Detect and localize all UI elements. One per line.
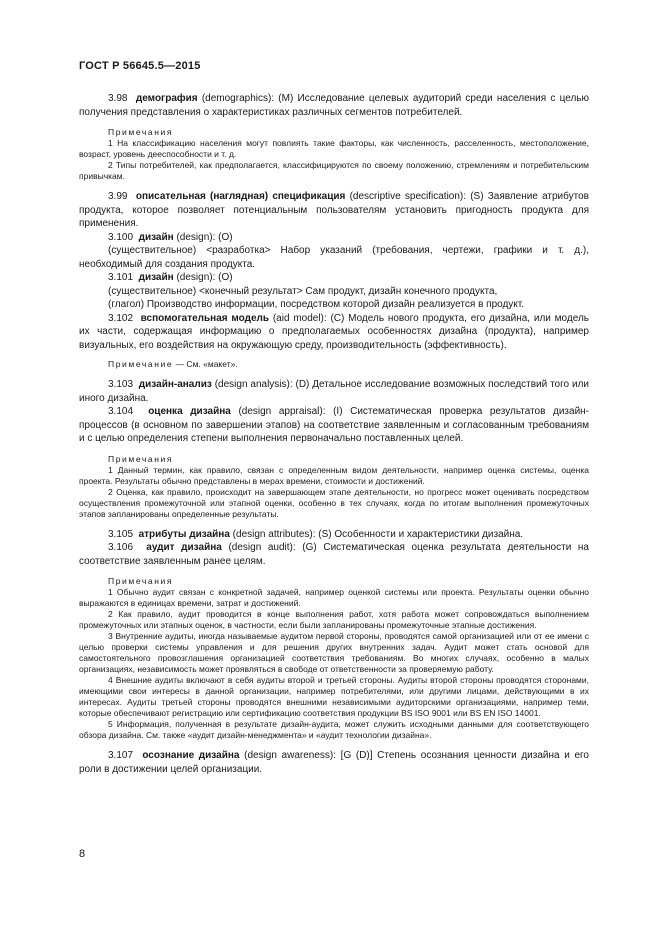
entry-text: (существительное) <разработка> Набор указаний (требования, чертежи, графики и т. д.), необходимый для создания продукта.: [79, 245, 589, 270]
entry-definition: (design): (O): [173, 272, 233, 283]
note: 4 Внешние аудиты включают в себя аудиты второй и третьей стороны. Аудиты второй стороны проводятся сторонами, имеющими свои интересы в данной организации, например потребителями, или другими лицами, действующими в их интересах. Аудиты третьей стороны проводятся внешними независимыми аудиторскими организациями, например теми, которые обеспечивают регистрацию или сертификацию соответствия продукции BS ISO 9001 или BS EN ISO 14001.: [79, 675, 589, 718]
entry-definition: (descriptive specification): (S) Заявление атрибутов продукта, которое позволяет потенциальным пользователям установить пригодность продукта для применения.: [79, 191, 589, 229]
note: 2 Оценка, как правило, происходит на завершающем этапе деятельности, но прогресс может оценивать посредством осуществления промежуточной или этапной оценки, особенно в тех случаях, когда по итогам выполнения промежуточных этапов запланированы определенные результаты.: [79, 486, 589, 519]
entry-term: дизайн: [138, 231, 174, 243]
notes-heading: Примечания: [108, 127, 174, 137]
entry-definition: (design audit): (G) Систематическая оценка результата деятельности на соответствие заявленным ранее целям.: [79, 542, 589, 567]
entry-term: дизайн-анализ: [138, 379, 212, 390]
entry-number: 3.102: [108, 312, 134, 324]
entry-number: 3.99: [108, 191, 128, 202]
entry-number: 3.106: [108, 542, 134, 553]
entry-number: 3.98: [108, 93, 128, 104]
entry-number: 3.100: [108, 231, 134, 243]
entry-3-98: [79, 92, 589, 119]
entry-definition: (design appraisal): (I) Систематическая проверка результатов дизайн-процессов (в основном по завершении этапов) на соответствие заявленным и согласованным требованиям и с целью определения степени выполнения первоначально поставленных целей.: [79, 406, 590, 444]
note: 1 На классификацию населения могут повлиять такие факторы, как численность, расселенность, местоположение, возраст, уровень дееспособности и т. д.: [79, 138, 589, 159]
entry-3-103: [79, 378, 589, 405]
note-label: Примечание: [108, 359, 174, 369]
entry-number: 3.104: [108, 406, 134, 417]
entry-term: аудит дизайна: [146, 542, 222, 553]
entry-number: 3.107: [108, 750, 134, 761]
entry-3-102: [79, 312, 589, 353]
entry-definition: (design awareness): [G (D)] Степень осознания ценности дизайна и его роли в достижении целей организации.: [79, 750, 589, 775]
entry-definition: (aid model): (C) Модель нового продукта, его дизайна, или модель их части, содержащая информацию о предполагаемых особенностях дизайна (продукта), например визуальных, его воздействия на окружающую среду, производительность (эффективность).: [79, 312, 589, 351]
page-number: 8: [79, 848, 86, 860]
entry-3-107: [79, 749, 589, 776]
entry-term: описательная (наглядная) спецификация: [135, 191, 346, 202]
entry-number: 3.101: [108, 272, 134, 283]
entry-3-106: [79, 541, 589, 568]
notes-heading: Примечания: [108, 453, 174, 464]
entry-term: атрибуты дизайна: [138, 528, 230, 540]
note: 5 Информация, полученная в результате дизайн-аудита, может служить исходными данными для соответствующего обзора дизайна. См. также «аудит дизайн-менеджмента» и «аудит технологии дизайна».: [79, 719, 589, 740]
entry-text: (существительное) <конечный результат> Сам продукт, дизайн конечного продукта,: [108, 285, 498, 297]
note: 3 Внутренние аудиты, иногда называемые аудитом первой стороны, проводятся самой организацией или от ее имени с целью проверки системы управления и для решения других внутренних задач. Аудит может стать основой для самостоятельного провозглашения организацией соответствия требованиям. Во многих случаях, особенно в малых организациях, независимость может проявляться в свободе от ответственности за проверяемую работу.: [79, 631, 589, 674]
note: 1 Данный термин, как правило, связан с определенным видом деятельности, например оценка системы, оценка проекта. Результаты обычно представлены в мерах времени, стоимости и достижений.: [79, 464, 589, 486]
entry-definition: (design): (O): [173, 231, 233, 243]
document-header: ГОСТ Р 56645.5—2015: [79, 60, 201, 72]
entry-3-104: [79, 405, 589, 446]
note-inline: [79, 359, 589, 370]
entry-definition: (design attributes): (S) Особенности и характеристики дизайна.: [229, 528, 524, 540]
entry-number: 3.103: [108, 379, 134, 390]
entry-term: демография: [135, 93, 198, 104]
entry-3-101: [79, 271, 589, 285]
document-body: [79, 92, 589, 776]
entry-term: дизайн: [138, 272, 174, 283]
entry-3-99: [79, 190, 589, 231]
note: 2 Как правило, аудит проводится в конце выполнения работ, хотя работа может сопровождаться выполнением промежуточных или этапных оценок, в частности, если были запланированы промежуточные этапные достижения.: [79, 609, 589, 630]
entry-text: (глагол) Производство информации, посредством которой дизайн реализуется в продукт.: [108, 299, 525, 310]
entry-term: оценка дизайна: [148, 406, 231, 417]
entry-definition: (demographics): (M) Исследование целевых аудиторий среди населения с целью получения представления о характеристиках различных сегментов потребителей.: [79, 93, 589, 118]
entry-3-100: [79, 231, 589, 245]
note: 2 Типы потребителей, как предполагается, классифицируются по своему положению, стремлениям и потребительским привычкам.: [79, 160, 589, 181]
entry-3-105: [79, 528, 589, 542]
notes-heading: Примечания: [108, 576, 174, 586]
entry-number: 3.105: [108, 528, 134, 540]
entry-definition: (design analysis): (D) Детальное исследование возможных последствий того или иного дизайна.: [79, 379, 589, 404]
note: 1 Обычно аудит связан с конкретной задачей, например оценкой системы или проекта. Результаты оценки обычно выражаются в единицах времени, затрат и достижений.: [79, 587, 589, 608]
entry-term: осознание дизайна: [142, 750, 240, 761]
entry-term: вспомогательная модель: [140, 312, 270, 324]
note-text: — См. «макет».: [173, 359, 238, 369]
